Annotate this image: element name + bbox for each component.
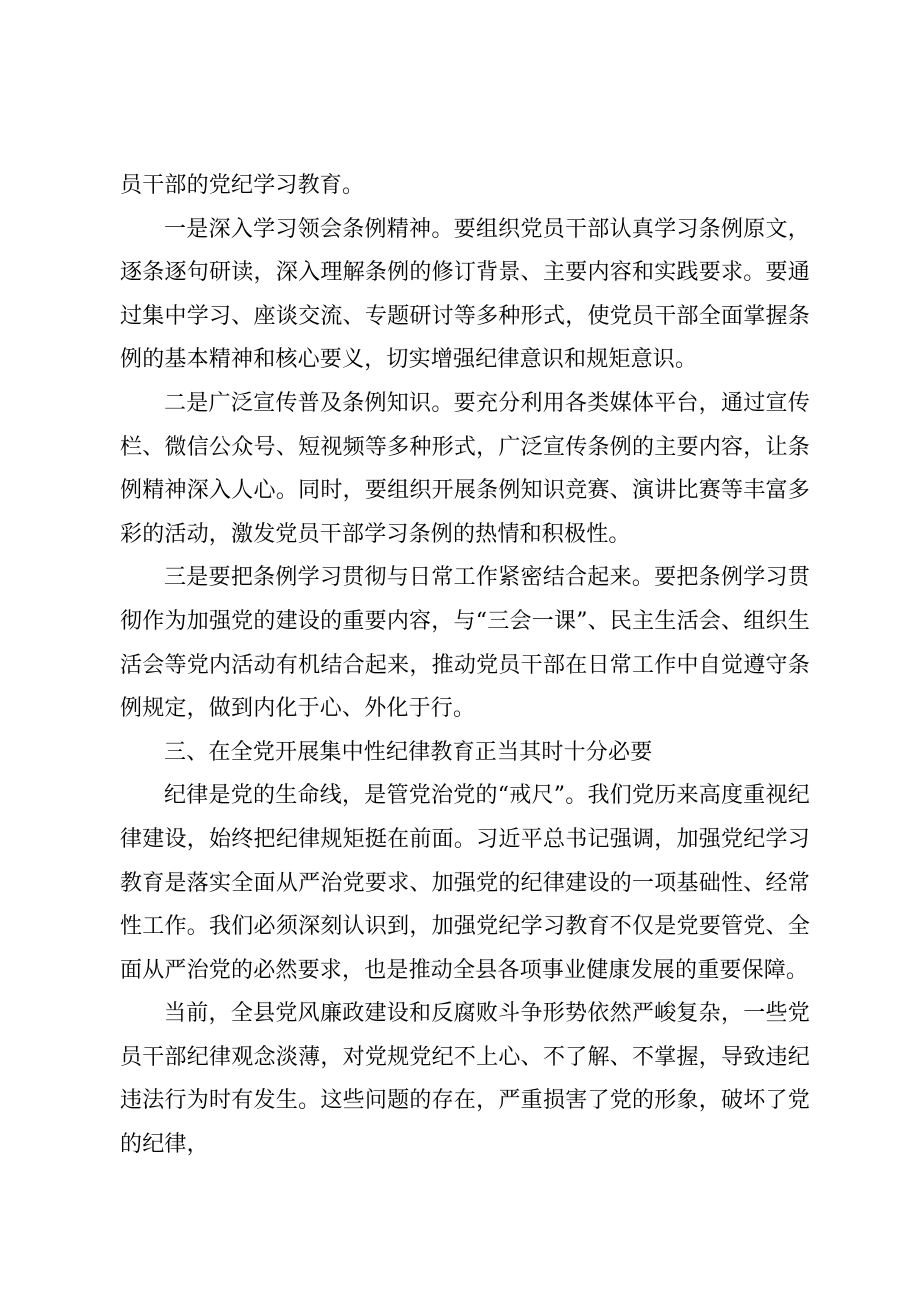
paragraph-current-situation: 当前，全县党风廉政建设和反腐败斗争形势依然严峻复杂，一些党员干部纪律观念淡薄，对党规党纪不上心、不了解、不掌握，导致违纪违法行为时有发生。这些问题的存在，严重损害了党的形象，破坏了党的纪律， <box>120 1001 810 1158</box>
paragraph-study-regulations: 一是深入学习领会条例精神。要组织党员干部认真学习条例原文，逐条逐句研读，深入理解条例的修订背景、主要内容和实践要求。要通过集中学习、座谈交流、专题研讨等多种形式，使党员干部全面掌握条例的基本精神和核心要义，切实增强纪律意识和规矩意识。 <box>120 216 810 373</box>
paragraph-continuation: 员干部的党纪学习教育。 <box>120 173 365 198</box>
paragraph-publicize-regulations: 二是广泛宣传普及条例知识。要充分利用各类媒体平台，通过宣传栏、微信公众号、短视频等多种形式，广泛宣传条例的主要内容，让条例精神深入人心。同时，要组织开展条例知识竞赛、演讲比赛等丰富多彩的活动，激发党员干部学习条例的热情和积极性。 <box>120 390 810 547</box>
document-body <box>120 164 810 1167</box>
paragraph-integrate-work: 三是要把条例学习贯彻与日常工作紧密结合起来。要把条例学习贯彻作为加强党的建设的重要内容，与“三会一课”、民主生活会、组织生活会等党内活动有机结合起来，推动党员干部在日常工作中自觉遵守条例规定，做到内化于心、外化于行。 <box>120 565 810 722</box>
section-heading-three: 三、在全党开展集中性纪律教育正当其时十分必要 <box>164 739 653 765</box>
paragraph-discipline-lifeline: 纪律是党的生命线，是管党治党的“戒尺”。我们党历来高度重视纪律建设，始终把纪律规矩挺在前面。习近平总书记强调，加强党纪学习教育是落实全面从严治党要求、加强党的纪律建设的一项基础性、经常性工作。我们必须深刻认识到，加强党纪学习教育不仅是党要管党、全面从严治党的必然要求，也是推动全县各项事业健康发展的重要保障。 <box>120 783 810 983</box>
